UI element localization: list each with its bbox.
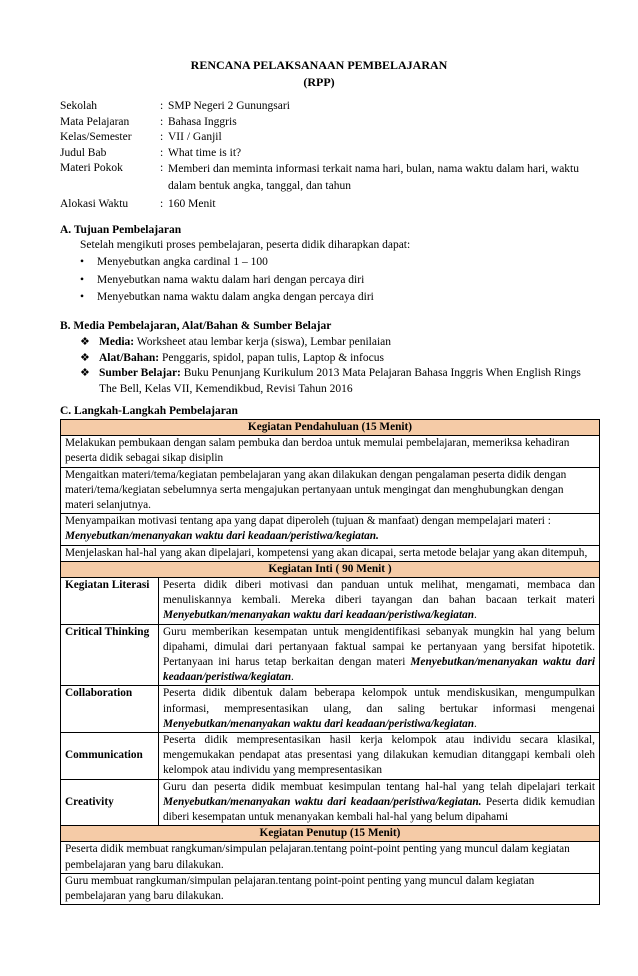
row-emphasis: Menyebutkan/menanyakan waktu dari keadaan/peristiwa/kegiatan bbox=[163, 717, 475, 730]
row-label: Critical Thinking bbox=[61, 624, 159, 686]
row-cell bbox=[159, 779, 600, 826]
section-a-intro: Setelah mengikuti proses pembelajaran, peserta didik diharapkan dapat: bbox=[80, 239, 411, 251]
info-row-class bbox=[60, 130, 590, 146]
table-row bbox=[61, 686, 600, 733]
info-value: 160 Menit bbox=[168, 198, 216, 210]
table-row: Mengaitkan materi/tema/kegiatan pembelajaran yang akan dilakukan dengan pengalaman peserta didik dengan materi/tema/kegiatan sebelumnya serta mengajukan pertanyaan untuk mengingat dan menghubungkan dengan materi selanjutnya. bbox=[61, 467, 600, 514]
info-row-school bbox=[60, 99, 590, 115]
info-separator: : bbox=[160, 198, 164, 210]
info-value: SMP Negeri 2 Gunungsari bbox=[168, 100, 290, 112]
info-row-time bbox=[60, 197, 590, 213]
section-b-heading: B. Media Pembelajaran, Alat/Bahan & Sumber Belajar bbox=[60, 320, 332, 332]
info-label: Kelas/Semester bbox=[60, 131, 132, 143]
section-c-heading: C. Langkah-Langkah Pembelajaran bbox=[60, 405, 238, 417]
item-text: Worksheet atau lembar kerja (siswa), Lembar penilaian bbox=[134, 336, 392, 348]
table-row: Melakukan pembukaan dengan salam pembuka dan berdoa untuk memulai pembelajaran, memeriksa kehadiran peserta didik sebagai sikap disiplin bbox=[61, 436, 600, 467]
document-subtitle: (RPP) bbox=[303, 75, 335, 89]
row-label: Collaboration bbox=[61, 686, 159, 733]
info-value: What time is it? bbox=[168, 146, 242, 159]
row-cell bbox=[159, 686, 600, 733]
list-item bbox=[80, 290, 374, 306]
row-tail: . bbox=[291, 671, 294, 684]
row-cell bbox=[159, 578, 600, 625]
info-label: Judul Bab bbox=[60, 146, 107, 159]
row-emphasis: Menyebutkan/menanyakan waktu dari keadaan/peristiwa/kegiatan bbox=[163, 656, 595, 684]
item-label: Sumber Belajar: bbox=[99, 367, 181, 379]
info-label: Mata Pelajaran bbox=[60, 115, 130, 128]
row-tail: Peserta didik kemudian diberi kesempatan untuk menanyakan kembali hal-hal yang belum dipahami bbox=[163, 795, 595, 824]
info-row-subject bbox=[60, 115, 590, 131]
table-row: Peserta didik membuat rangkuman/simpulan pelajaran.tentang point-point penting yang muncul dalam kegiatan pembelajaran yang baru dilakukan. bbox=[61, 842, 600, 873]
row-emphasis: Menyebutkan/menanyakan waktu dari keadaan/peristiwa/kegiatan. bbox=[65, 530, 379, 543]
list-item bbox=[80, 255, 374, 271]
media-list bbox=[80, 335, 600, 397]
table-row bbox=[61, 578, 600, 625]
identity-block bbox=[60, 99, 590, 213]
info-label: Alokasi Waktu bbox=[60, 198, 129, 210]
item-label: Alat/Bahan: bbox=[99, 351, 160, 364]
info-label: Sekolah bbox=[60, 100, 98, 112]
row-label: Kegiatan Literasi bbox=[61, 578, 159, 625]
pendahuluan-header: Kegiatan Pendahuluan (15 Menit) bbox=[61, 420, 600, 436]
objectives-list bbox=[80, 255, 374, 306]
item-label: Media: bbox=[99, 336, 135, 348]
info-value: VII / Ganjil bbox=[168, 131, 222, 143]
info-separator: : bbox=[160, 131, 164, 143]
info-label: Materi Pokok bbox=[60, 162, 123, 174]
info-row-chapter bbox=[60, 146, 590, 162]
row-text: Menyampaikan motivasi tentang apa yang dapat diperoleh (tujuan & manfaat) dengan mempelajari materi : bbox=[65, 515, 551, 528]
penutup-header: Kegiatan Penutup (15 Menit) bbox=[61, 826, 600, 842]
row-cell bbox=[159, 733, 600, 780]
row-emphasis: Menyebutkan/menanyakan waktu dari keadaan/peristiwa/kegiatan bbox=[163, 609, 475, 622]
info-separator: : bbox=[160, 146, 164, 159]
bullet-icon: • bbox=[80, 273, 85, 286]
list-item-text: Menyebutkan nama waktu dalam hari dengan percaya diri bbox=[97, 273, 365, 286]
document-title: RENCANA PELAKSANAAN PEMBELAJARAN bbox=[190, 58, 448, 72]
info-row-material bbox=[60, 161, 590, 195]
list-item-text: Menyebutkan nama waktu dalam angka dengan percaya diri bbox=[97, 291, 374, 303]
inti-header: Kegiatan Inti ( 90 Menit ) bbox=[61, 561, 600, 577]
row-text: Guru memberikan kesempatan untuk mengidentifikasi sebanyak mungkin hal yang belum dipahami, dimulai dari pertanyaan faktual sampai ke pertanyaan yang bersifat hipotetik. Pertanyaan ini harus tetap berkaitan dengan materi bbox=[163, 625, 595, 669]
bullet-icon: • bbox=[80, 256, 85, 268]
list-item bbox=[80, 273, 374, 289]
info-separator: : bbox=[160, 162, 164, 174]
item-text: Buku Penunjang Kurikulum 2013 Mata Pelajaran Bahasa Inggris When English Rings The Bell, Kelas VII, Kemendikbud, Revisi Tahun 2016 bbox=[99, 367, 581, 395]
section-a-heading: A. Tujuan Pembelajaran bbox=[60, 224, 182, 236]
row-tail: . bbox=[474, 609, 477, 622]
diamond-bullet-icon: ❖ bbox=[80, 351, 90, 364]
table-row bbox=[61, 514, 600, 545]
list-item bbox=[80, 366, 600, 397]
bullet-icon: • bbox=[80, 291, 85, 303]
info-separator: : bbox=[160, 115, 164, 128]
table-row: Guru membuat rangkuman/simpulan pelajaran.tentang point-point penting yang muncul dalam kegiatan pembelajaran yang baru dilakukan. bbox=[61, 873, 600, 904]
learning-steps-table bbox=[60, 419, 600, 905]
info-separator: : bbox=[160, 100, 164, 112]
table-row bbox=[61, 624, 600, 686]
row-text: Peserta didik dibentuk dalam beberapa kelompok untuk mendiskusikan, mengumpulkan informasi, mempresentasikan ulang, dan saling bertukar informasi mengenai bbox=[163, 687, 595, 715]
diamond-bullet-icon: ❖ bbox=[80, 367, 90, 379]
table-row bbox=[61, 733, 600, 780]
row-text: Peserta didik diberi motivasi dan panduan untuk melihat, mengamati, membaca dan menuliskannya kembali. Mereka diberi tayangan dan bahan bacaan terkait materi bbox=[163, 579, 595, 607]
info-value: Bahasa Inggris bbox=[168, 115, 237, 128]
row-text: Guru dan peserta didik membuat kesimpulan tentang hal-hal yang telah dipelajari terkait bbox=[163, 780, 595, 793]
list-item-text: Menyebutkan angka cardinal 1 – 100 bbox=[97, 256, 268, 268]
row-label: Creativity bbox=[61, 779, 159, 826]
row-tail: . bbox=[474, 717, 477, 730]
list-item bbox=[80, 351, 600, 367]
item-text: Penggaris, spidol, papan tulis, Laptop & infocus bbox=[159, 351, 384, 364]
row-text: Peserta didik mempresentasikan hasil kerja kelompok atau individu secara klasikal, mengemukakan pendapat atas presentasi yang dilakukan kemudian ditanggapi kembali oleh kelompok atau individu yang mempresentasikan bbox=[163, 734, 595, 777]
diamond-bullet-icon: ❖ bbox=[80, 336, 90, 348]
table-row bbox=[61, 779, 600, 826]
row-cell bbox=[159, 624, 600, 686]
row-label: Communication bbox=[61, 733, 159, 780]
list-item bbox=[80, 335, 600, 351]
info-value: Memberi dan meminta informasi terkait nama hari, bulan, nama waktu dalam hari, waktu dalam bentuk angka, tanggal, dan tahun bbox=[168, 163, 579, 192]
table-row: Menjelaskan hal-hal yang akan dipelajari, kompetensi yang akan dicapai, serta metode belajar yang akan ditempuh, bbox=[61, 545, 600, 561]
row-emphasis: Menyebutkan/menanyakan waktu dari keadaan/peristiwa/kegiatan. bbox=[163, 795, 482, 808]
